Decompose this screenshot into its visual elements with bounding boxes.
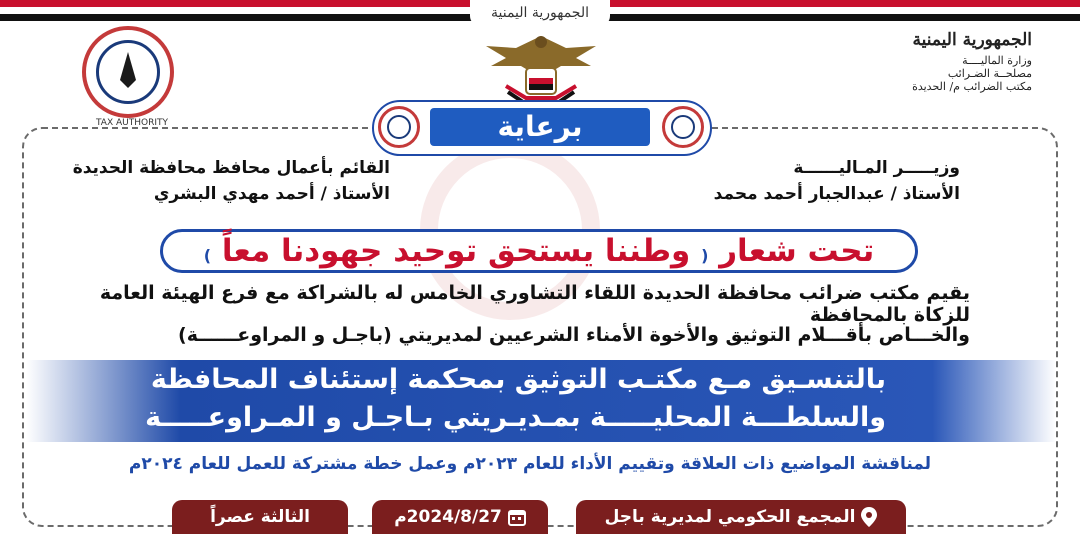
coordination-band: [26, 360, 1056, 442]
minister-name: الأستاذ / عبدالجبار أحمد محمد: [713, 184, 960, 204]
motto-slogan: وطننا يستحق توحيد جهودنا معاً: [221, 233, 691, 269]
motto: تحت شعار ( وطننا يستحق توحيد جهودنا معاً ): [203, 233, 875, 269]
coordination-line-2: والسلطـــة المحليـــــة بمـديـريتي بـاجـل و المـراوعـــــة: [145, 402, 886, 433]
ministry-header: [882, 30, 1032, 93]
body-line-1: يقيم مكتب ضرائب محافظة الحديدة اللقاء التشاوري الخامس له بالشراكة مع فرع الهيئة العامة للزكاة بالمحافظة: [99, 282, 970, 326]
body-line-2: والخـــاص بأقـــلام التوثيق والأخوة الأمناء الشرعيين لمديريتي (باجـل و المراوعــــــة): [178, 324, 970, 346]
governor-name: الأستاذ / أحمد مهدي البشري: [153, 184, 390, 204]
location-text: المجمع الحكومي لمديرية باجل: [604, 507, 856, 527]
pen-icon: [116, 52, 140, 88]
mini-logo-icon: [378, 106, 420, 148]
tax-authority-logo: [82, 26, 174, 128]
governor-title: القائم بأعمال محافظ محافظة الحديدة: [72, 158, 390, 178]
calendar-icon: [508, 508, 526, 526]
date-chip: [372, 500, 548, 534]
time-text: الثالثة عصراً: [210, 507, 310, 527]
location-pin-icon: [861, 507, 877, 527]
eagle-emblem-icon: [476, 28, 606, 110]
republic-line: الجمهورية اليمنية: [912, 30, 1032, 50]
signatory-governor: [73, 158, 390, 204]
location-chip: [576, 500, 906, 534]
ministry-line: وزارة الماليــــة: [962, 54, 1032, 67]
minister-title: وزيـــــر المـاليــــــة: [793, 158, 960, 178]
time-chip: [172, 500, 348, 534]
sponsorship-label: برعاية: [430, 108, 650, 146]
date-text: 2024/8/27م: [394, 507, 502, 527]
republic-tab: الجمهورية اليمنية: [470, 0, 610, 26]
mini-logo-icon: [662, 106, 704, 148]
authority-line: مصلحــة الضـرائب: [947, 67, 1032, 80]
motto-prefix: تحت شعار: [719, 233, 875, 269]
office-line: مكتب الضرائب م/ الحديدة: [912, 80, 1032, 93]
logo-caption: TAX AUTHORITY: [96, 118, 168, 128]
agenda-text: لمناقشة المواضيع ذات العلاقة وتقييم الأداء للعام ٢٠٢٣م وعمل خطة مشتركة للعمل للعام ٢٠٢٤م: [128, 454, 932, 474]
signatory-minister: [714, 158, 960, 204]
coordination-line-1: بالتنسـيق مـع مكتـب التوثيق بمحكمة إستئناف المحافظة: [150, 364, 886, 395]
